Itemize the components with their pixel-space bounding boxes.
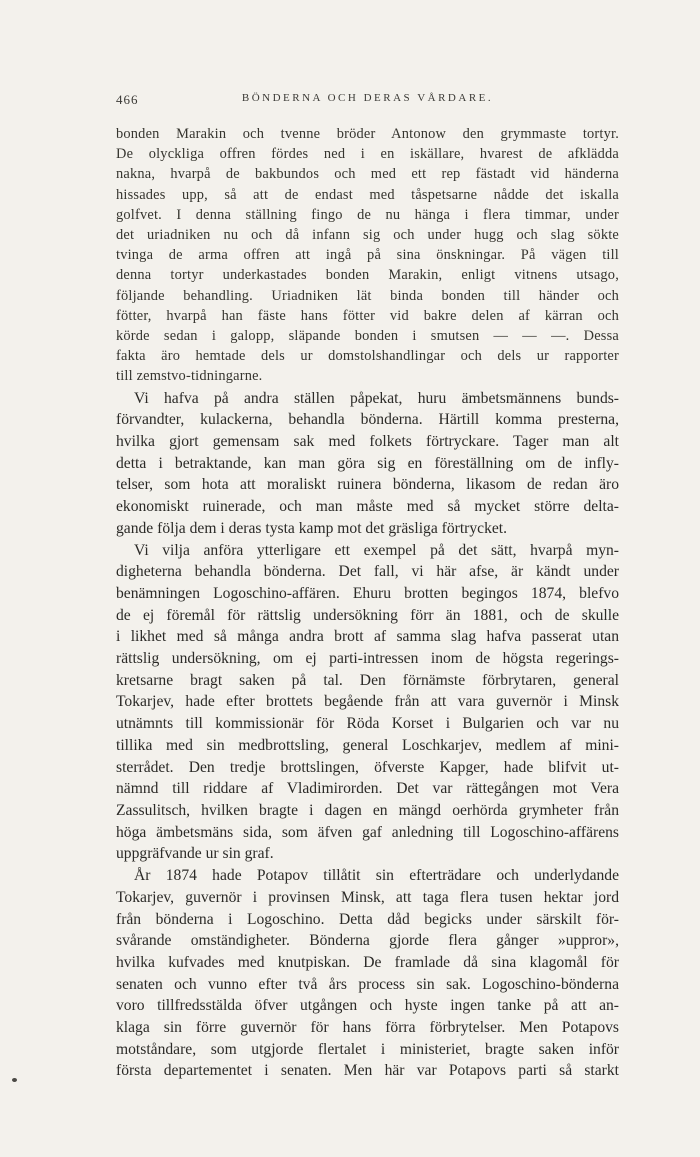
text-line: till zemstvo-tidningarne. — [116, 368, 263, 385]
text-line: denna tortyr underkastades bonden Marakin, enligt vitnens utsago, — [116, 267, 619, 284]
text-line: första departementet i senaten. Men här var Potapovs parti så starkt — [116, 1062, 619, 1080]
margin-mark — [12, 1078, 17, 1082]
text-line: utnämnts till kommissionär för Röda Korset i Bulgarien och var nu — [116, 715, 619, 733]
text-line: gande följa dem i deras tysta kamp mot det gräsliga förtrycket. — [116, 519, 508, 537]
page-header — [116, 92, 619, 112]
paragraph — [116, 124, 619, 387]
text-line: kretsarne bragt saken på tal. Den förnämste förbrytaren, general — [116, 671, 619, 689]
text-line: Tokarjev, hade efter brottets begående från att vara guvernör i Minsk — [116, 693, 619, 711]
text-line: från bönderna i Logoschino. Detta dåd begicks under särskilt för- — [116, 910, 619, 928]
text-line: Vi hafva på andra ställen påpekat, huru ämbetsmännens bunds- — [134, 389, 619, 407]
text-line: följande behandling. Uriadniken lät binda bonden till händer och — [116, 287, 619, 304]
page-number: 466 — [116, 92, 139, 107]
paragraph — [116, 865, 619, 1082]
paragraph-group — [116, 388, 619, 1083]
text-line: uppgräfvande ur sin graf. — [116, 845, 274, 863]
paragraph-continued — [116, 124, 619, 387]
text-line: nakna, hvarpå de bakbundos och med ett rep fästadt vid händerna — [116, 166, 619, 183]
text-line: förvandter, kulackerna, behandla bönderna. Härtill komma presterna, — [116, 411, 619, 429]
text-line: höga ämbetsmäns sida, som äfven gaf anledning till Logoschino-affärens — [116, 823, 619, 841]
text-line: de ej föremål för rättslig undersökning förr än 1881, och de skulle — [116, 606, 619, 624]
text-line: fakta äro hemtade dels ur domstolshandlingar och dels ur rapporter — [116, 348, 619, 365]
text-line: hvilka gjort gemensam sak med folkets förtryckare. Tager man alt — [116, 433, 619, 451]
text-line: De olyckliga offren fördes ned i en iskällare, hvarest de afklädda — [116, 146, 619, 163]
text-line: golfvet. I denna ställning fingo de nu hänga i flera timmar, under — [116, 206, 619, 223]
text-line: voro tillfredsstälda öfver utgången och hyste ingen tanke på att an- — [116, 997, 619, 1015]
text-line: rättslig undersökning, om ej parti-intressen inom de högsta regerings- — [116, 650, 619, 668]
text-line: hissades upp, så att de endast med tåspetsarne nådde det iskalla — [116, 186, 619, 203]
text-line: Zassulitsch, hvilken bragte i dagen en mängd oerhörda grymheter från — [116, 802, 619, 819]
paragraph — [116, 388, 619, 540]
text-line: Vi vilja anföra ytterligare ett exempel på det sätt, hvarpå myn- — [134, 541, 619, 559]
text-line: tvinga de arma offren att ingå på sina önskningar. På vägen till — [116, 247, 619, 264]
text-line: senaten och vunno efter två års process sin sak. Logoschino-bönderna — [116, 975, 619, 993]
text-line: nämnd till riddare af Vladimirorden. Det var rättegången mot Vera — [116, 780, 619, 798]
text-line: bonden Marakin och tvenne bröder Antonow den grymmaste tortyr. — [116, 126, 619, 142]
text-line: det uriadniken nu och då infann sig och under hugg och slag sökte — [116, 227, 619, 244]
text-line: benämningen Logoschino-affären. Ehuru brotten begingos 1874, blefvo — [116, 584, 619, 602]
text-line: hvilka kufvades med knutpiskan. De framlade då sina klagomål för — [116, 953, 619, 971]
text-line: telser, som hota att moraliskt ruinera bönderna, likasom de redan äro — [116, 476, 619, 494]
paragraph — [116, 540, 619, 866]
text-line: detta i betraktande, kan man göra sig en föreställning om de infly- — [116, 454, 619, 472]
text-line: År 1874 hade Potapov tillåtit sin efterträdare och underlydande — [134, 867, 619, 885]
text-line: ekonomiskt ruinerade, och man måste med så mycket större delta- — [116, 498, 619, 516]
text-line: klaga sin förre guvernör för hans förra förbrytelser. Men Potapovs — [116, 1019, 619, 1037]
text-line: i likhet med så många andra brott af samma slag hafva passerat utan — [116, 628, 619, 646]
text-line: motståndare, som utgjorde flertalet i ministeriet, bragte saken inför — [116, 1040, 619, 1058]
text-line: digheterna behandla bönderna. Det fall, vi här afse, är kändt under — [116, 563, 619, 581]
body-text — [116, 124, 619, 1082]
text-line: fötter, hvarpå han fäste hans fötter vid bakre delen af kärran och — [116, 307, 619, 324]
text-line: sterrådet. Den tredje brottslingen, öfverste Kapger, hade blifvit ut- — [116, 758, 619, 776]
running-title: BÖNDERNA OCH DERAS VÅRDARE. — [241, 92, 494, 104]
text-line: körde sedan i galopp, släpande bonden i smutsen — — —. Dessa — [116, 328, 619, 345]
text-line: svårande omständigheter. Bönderna gjorde flera gånger »uppror», — [116, 932, 619, 950]
text-line: Tokarjev, guvernör i provinsen Minsk, att taga flera tusen hektar jord — [116, 888, 619, 906]
text-line: tillika med sin medbrottsling, general Loschkarjev, medlem af mini- — [116, 736, 619, 754]
